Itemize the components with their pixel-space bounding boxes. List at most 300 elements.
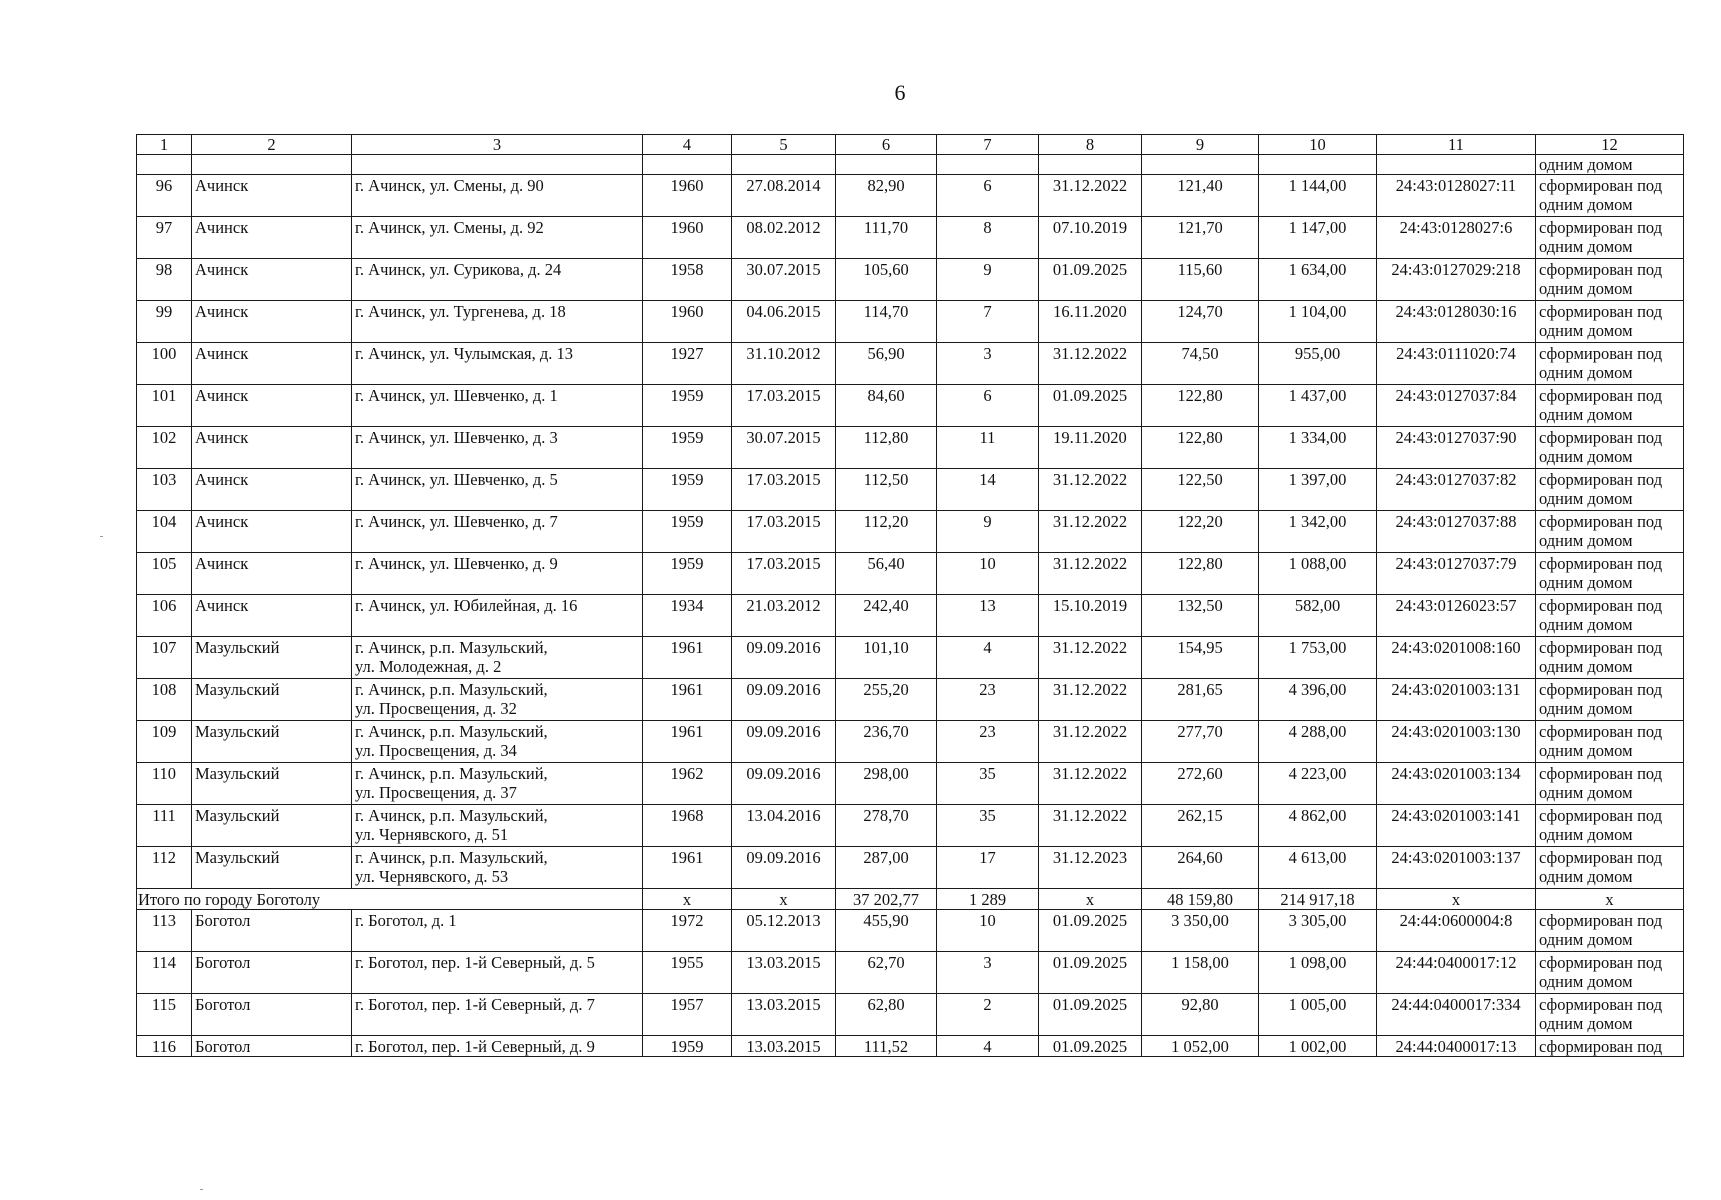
status-cell [1536,343,1684,385]
year-cell: 1959 [643,1036,732,1057]
date-cell: 17.03.2015 [732,553,836,595]
status-line: сформирован под [1539,680,1663,699]
address-cell [352,910,643,952]
table-row [137,343,1684,385]
cadastral-number-cell: 24:44:0400017:334 [1377,994,1536,1036]
address-line: г. Ачинск, ул. Смены, д. 90 [355,176,544,195]
date-cell: 09.09.2016 [732,679,836,721]
cadastral-number-cell: 24:43:0201003:134 [1377,763,1536,805]
date-cell: 17.03.2015 [732,385,836,427]
value-cell: 4 613,00 [1259,847,1377,889]
status-line: сформирован под [1539,302,1663,321]
row-number-cell: 109 [137,721,192,763]
status-cell [1536,805,1684,847]
status-cell [1536,427,1684,469]
status-line: сформирован под [1539,344,1663,363]
year-cell: 1959 [643,469,732,511]
address-line: г. Боготол, пер. 1-й Северный, д. 7 [355,995,595,1014]
date-cell: 01.09.2025 [1039,1036,1142,1057]
count-cell: 4 [937,637,1039,679]
address-line: ул. Просвещения, д. 34 [355,741,517,760]
area-cell: 112,20 [836,511,937,553]
date-cell: 31.12.2022 [1039,679,1142,721]
status-line: одним домом [1539,783,1633,802]
date-cell: 31.10.2012 [732,343,836,385]
area-cell: 56,90 [836,343,937,385]
value-cell: 582,00 [1259,595,1377,637]
date-cell: 15.10.2019 [1039,595,1142,637]
locality-cell: Боготол [192,952,352,994]
address-cell [352,343,643,385]
status-line: сформирован под [1539,176,1663,195]
table-row [137,385,1684,427]
area-cell: 62,80 [836,994,937,1036]
table-row [137,847,1684,889]
status-line: сформирован под [1539,911,1663,930]
area-cell: 278,70 [836,805,937,847]
status-line: одним домом [1539,405,1633,424]
table-row [137,175,1684,217]
count-cell: 35 [937,805,1039,847]
date-cell: 04.06.2015 [732,301,836,343]
value-cell: 1 147,00 [1259,217,1377,259]
total-cell: x [732,889,836,910]
locality-cell: Ачинск [192,217,352,259]
table-row [137,259,1684,301]
status-line: одним домом [1539,531,1633,550]
column-header: 9 [1142,135,1259,155]
locality-cell: Мазульский [192,847,352,889]
address-cell [352,763,643,805]
total-cell: 37 202,77 [836,889,937,910]
row-number-cell: 107 [137,637,192,679]
address-cell [352,427,643,469]
date-cell: 13.03.2015 [732,994,836,1036]
area-cell: 111,52 [836,1036,937,1057]
cadastral-number-cell: 24:43:0128027:11 [1377,175,1536,217]
date-cell: 19.11.2020 [1039,427,1142,469]
status-line: сформирован под [1539,722,1663,741]
address-line: ул. Чернявского, д. 51 [355,825,509,844]
count-cell: 11 [937,427,1039,469]
count-cell: 6 [937,175,1039,217]
table-row [137,1036,1684,1057]
locality-cell: Ачинск [192,301,352,343]
status-line: сформирован под [1539,806,1663,825]
status-line: одним домом [1539,489,1633,508]
locality-cell: Боготол [192,910,352,952]
table-row [137,217,1684,259]
address-line: г. Ачинск, ул. Сурикова, д. 24 [355,260,562,279]
address-cell [352,301,643,343]
year-cell: 1961 [643,721,732,763]
year-cell: 1968 [643,805,732,847]
date-cell: 31.12.2022 [1039,553,1142,595]
total-cell: 1 289 [937,889,1039,910]
year-cell: 1958 [643,259,732,301]
total-cell: 214 917,18 [1259,889,1377,910]
total-cell: x [1536,889,1684,910]
value-cell: 122,20 [1142,511,1259,553]
status-line: сформирован под [1539,386,1663,405]
status-line: сформирован под [1539,218,1663,237]
column-header: 1 [137,135,192,155]
value-cell: 4 223,00 [1259,763,1377,805]
cadastral-number-cell: 24:44:0600004:8 [1377,910,1536,952]
address-cell [352,217,643,259]
status-line: одним домом [1539,657,1633,676]
date-cell: 31.12.2022 [1039,721,1142,763]
continuation-cell: одним домом [1536,155,1684,175]
value-cell: 121,70 [1142,217,1259,259]
cadastral-number-cell: 24:43:0127037:90 [1377,427,1536,469]
area-cell: 56,40 [836,553,937,595]
address-line: г. Ачинск, ул. Смены, д. 92 [355,218,544,237]
status-line: одним домом [1539,1014,1633,1033]
value-cell: 132,50 [1142,595,1259,637]
status-line: сформирован под [1539,764,1663,783]
date-cell: 01.09.2025 [1039,259,1142,301]
status-line: одним домом [1539,573,1633,592]
date-cell: 30.07.2015 [732,259,836,301]
status-line: одним домом [1539,447,1633,466]
area-cell: 105,60 [836,259,937,301]
value-cell: 1 342,00 [1259,511,1377,553]
locality-cell: Ачинск [192,553,352,595]
date-cell: 01.09.2025 [1039,952,1142,994]
row-number-cell: 108 [137,679,192,721]
date-cell: 01.09.2025 [1039,994,1142,1036]
column-header: 10 [1259,135,1377,155]
date-cell: 30.07.2015 [732,427,836,469]
area-cell: 112,50 [836,469,937,511]
status-line: сформирован под [1539,260,1663,279]
year-cell: 1961 [643,679,732,721]
year-cell: 1959 [643,385,732,427]
value-cell: 4 288,00 [1259,721,1377,763]
count-cell: 13 [937,595,1039,637]
status-line: сформирован под [1539,953,1663,972]
count-cell: 23 [937,679,1039,721]
date-cell: 09.09.2016 [732,763,836,805]
address-line: г. Ачинск, р.п. Мазульский, [355,806,548,825]
status-line: сформирован под [1539,512,1663,531]
locality-cell: Мазульский [192,721,352,763]
continuation-row [137,155,1684,175]
date-cell: 13.03.2015 [732,952,836,994]
year-cell: 1927 [643,343,732,385]
table-row [137,511,1684,553]
value-cell: 122,50 [1142,469,1259,511]
row-number-cell: 113 [137,910,192,952]
area-cell: 101,10 [836,637,937,679]
cadastral-number-cell: 24:44:0400017:12 [1377,952,1536,994]
count-cell: 10 [937,553,1039,595]
count-cell: 9 [937,511,1039,553]
date-cell: 16.11.2020 [1039,301,1142,343]
count-cell: 8 [937,217,1039,259]
value-cell: 1 397,00 [1259,469,1377,511]
date-cell: 09.09.2016 [732,721,836,763]
locality-cell: Ачинск [192,511,352,553]
status-line: одним домом [1539,867,1633,886]
value-cell: 1 052,00 [1142,1036,1259,1057]
cadastral-number-cell: 24:43:0127037:79 [1377,553,1536,595]
value-cell: 272,60 [1142,763,1259,805]
area-cell: 84,60 [836,385,937,427]
cadastral-number-cell: 24:43:0128027:6 [1377,217,1536,259]
row-number-cell: 105 [137,553,192,595]
year-cell: 1960 [643,217,732,259]
value-cell: 154,95 [1142,637,1259,679]
address-cell [352,511,643,553]
status-line: сформирован под [1539,428,1663,447]
status-line: сформирован под [1539,995,1663,1014]
address-cell [352,994,643,1036]
total-cell: x [643,889,732,910]
area-cell: 111,70 [836,217,937,259]
date-cell: 17.03.2015 [732,469,836,511]
cadastral-number-cell: 24:43:0127037:82 [1377,469,1536,511]
header-row [137,135,1684,155]
value-cell: 1 753,00 [1259,637,1377,679]
address-line: ул. Молодежная, д. 2 [355,657,502,676]
status-line: сформирован под [1539,470,1663,489]
row-number-cell: 100 [137,343,192,385]
status-cell [1536,910,1684,952]
address-line: г. Боготол, д. 1 [355,911,457,930]
address-cell [352,637,643,679]
value-cell: 1 437,00 [1259,385,1377,427]
value-cell: 1 144,00 [1259,175,1377,217]
count-cell: 3 [937,952,1039,994]
status-cell [1536,259,1684,301]
locality-cell: Мазульский [192,763,352,805]
year-cell: 1962 [643,763,732,805]
value-cell: 92,80 [1142,994,1259,1036]
status-line: одним домом [1539,825,1633,844]
table-row [137,679,1684,721]
table-row [137,994,1684,1036]
date-cell: 05.12.2013 [732,910,836,952]
cadastral-number-cell: 24:43:0127037:84 [1377,385,1536,427]
total-cell: x [1377,889,1536,910]
table-row [137,301,1684,343]
date-cell: 17.03.2015 [732,511,836,553]
status-cell [1536,721,1684,763]
status-line: одним домом [1539,699,1633,718]
value-cell: 1 104,00 [1259,301,1377,343]
cadastral-number-cell: 24:43:0201003:130 [1377,721,1536,763]
table-row [137,553,1684,595]
year-cell: 1961 [643,847,732,889]
row-number-cell: 101 [137,385,192,427]
area-cell: 298,00 [836,763,937,805]
value-cell: 262,15 [1142,805,1259,847]
row-number-cell: 116 [137,1036,192,1057]
row-number-cell: 115 [137,994,192,1036]
address-cell: г. Боготол, пер. 1-й Северный, д. 9 [352,1036,643,1057]
value-cell: 115,60 [1142,259,1259,301]
year-cell: 1959 [643,427,732,469]
count-cell: 3 [937,343,1039,385]
date-cell: 31.12.2022 [1039,805,1142,847]
address-line: г. Ачинск, ул. Шевченко, д. 5 [355,470,558,489]
area-cell: 287,00 [836,847,937,889]
address-line: г. Боготол, пер. 1-й Северный, д. 5 [355,953,595,972]
area-cell: 82,90 [836,175,937,217]
date-cell: 09.09.2016 [732,847,836,889]
column-header: 2 [192,135,352,155]
count-cell: 35 [937,763,1039,805]
table-row [137,637,1684,679]
scan-mark [200,1189,203,1190]
area-cell: 114,70 [836,301,937,343]
address-cell [352,952,643,994]
date-cell: 07.10.2019 [1039,217,1142,259]
row-number-cell: 96 [137,175,192,217]
address-cell [352,805,643,847]
address-cell [352,469,643,511]
status-line: одним домом [1539,321,1633,340]
cadastral-number-cell: 24:43:0126023:57 [1377,595,1536,637]
date-cell: 08.02.2012 [732,217,836,259]
status-line: одним домом [1539,279,1633,298]
count-cell: 14 [937,469,1039,511]
cadastral-number-cell: 24:43:0201003:137 [1377,847,1536,889]
column-header: 3 [352,135,643,155]
area-cell: 455,90 [836,910,937,952]
status-cell [1536,217,1684,259]
year-cell: 1961 [643,637,732,679]
row-number-cell: 104 [137,511,192,553]
value-cell: 122,80 [1142,553,1259,595]
value-cell: 3 305,00 [1259,910,1377,952]
status-line: одним домом [1539,195,1633,214]
year-cell: 1955 [643,952,732,994]
count-cell: 6 [937,385,1039,427]
row-number-cell: 112 [137,847,192,889]
total-cell: x [1039,889,1142,910]
value-cell: 1 088,00 [1259,553,1377,595]
status-cell [1536,385,1684,427]
housing-table [136,134,1684,1057]
address-line: г. Ачинск, ул. Тургенева, д. 18 [355,302,566,321]
table-row [137,595,1684,637]
date-cell: 21.03.2012 [732,595,836,637]
value-cell: 1 002,00 [1259,1036,1377,1057]
value-cell: 264,60 [1142,847,1259,889]
value-cell: 122,80 [1142,427,1259,469]
address-line: г. Ачинск, ул. Шевченко, д. 7 [355,512,558,531]
year-cell: 1960 [643,175,732,217]
cadastral-number-cell: 24:43:0128030:16 [1377,301,1536,343]
count-cell: 10 [937,910,1039,952]
date-cell: 31.12.2022 [1039,637,1142,679]
date-cell: 13.03.2015 [732,1036,836,1057]
status-cell [1536,175,1684,217]
row-number-cell: 98 [137,259,192,301]
status-cell: сформирован под [1536,1036,1684,1057]
date-cell: 31.12.2022 [1039,175,1142,217]
date-cell: 31.12.2022 [1039,469,1142,511]
count-cell: 23 [937,721,1039,763]
locality-cell: Мазульский [192,637,352,679]
address-line: г. Ачинск, р.п. Мазульский, [355,638,548,657]
column-header: 11 [1377,135,1536,155]
year-cell: 1972 [643,910,732,952]
column-header: 6 [836,135,937,155]
date-cell: 31.12.2022 [1039,511,1142,553]
value-cell: 1 098,00 [1259,952,1377,994]
total-label: Итого по городу Боготолу [137,889,643,910]
status-cell [1536,763,1684,805]
address-cell [352,595,643,637]
column-header: 4 [643,135,732,155]
value-cell: 4 396,00 [1259,679,1377,721]
value-cell: 124,70 [1142,301,1259,343]
locality-cell: Ачинск [192,385,352,427]
status-line: одним домом [1539,972,1633,991]
row-number-cell: 103 [137,469,192,511]
table-row [137,469,1684,511]
status-line: одним домом [1539,615,1633,634]
count-cell: 17 [937,847,1039,889]
status-line: одним домом [1539,237,1633,256]
address-cell [352,385,643,427]
count-cell: 9 [937,259,1039,301]
address-line: ул. Чернявского, д. 53 [355,867,509,886]
cadastral-number-cell: 24:43:0201003:141 [1377,805,1536,847]
locality-cell: Мазульский [192,679,352,721]
value-cell: 277,70 [1142,721,1259,763]
value-cell: 1 634,00 [1259,259,1377,301]
status-cell [1536,952,1684,994]
column-header: 8 [1039,135,1142,155]
locality-cell: Ачинск [192,259,352,301]
locality-cell: Ачинск [192,427,352,469]
value-cell: 1 334,00 [1259,427,1377,469]
address-line: г. Ачинск, ул. Шевченко, д. 9 [355,554,558,573]
status-cell [1536,553,1684,595]
cadastral-number-cell: 24:43:0127029:218 [1377,259,1536,301]
status-cell [1536,301,1684,343]
column-header: 12 [1536,135,1684,155]
address-cell [352,553,643,595]
value-cell: 122,80 [1142,385,1259,427]
status-line: одним домом [1539,930,1633,949]
year-cell: 1960 [643,301,732,343]
address-line: г. Ачинск, ул. Шевченко, д. 1 [355,386,558,405]
locality-cell: Ачинск [192,175,352,217]
table-row [137,910,1684,952]
status-cell [1536,511,1684,553]
value-cell: 281,65 [1142,679,1259,721]
value-cell: 3 350,00 [1142,910,1259,952]
address-cell [352,721,643,763]
status-cell [1536,847,1684,889]
address-line: г. Ачинск, ул. Юбилейная, д. 16 [355,596,578,615]
value-cell: 955,00 [1259,343,1377,385]
table-row [137,805,1684,847]
page-number: 6 [894,80,906,105]
locality-cell: Ачинск [192,469,352,511]
cadastral-number-cell: 24:43:0127037:88 [1377,511,1536,553]
address-cell [352,259,643,301]
cadastral-number-cell: 24:43:0201008:160 [1377,637,1536,679]
table-row [137,427,1684,469]
address-line: ул. Просвещения, д. 37 [355,783,517,802]
